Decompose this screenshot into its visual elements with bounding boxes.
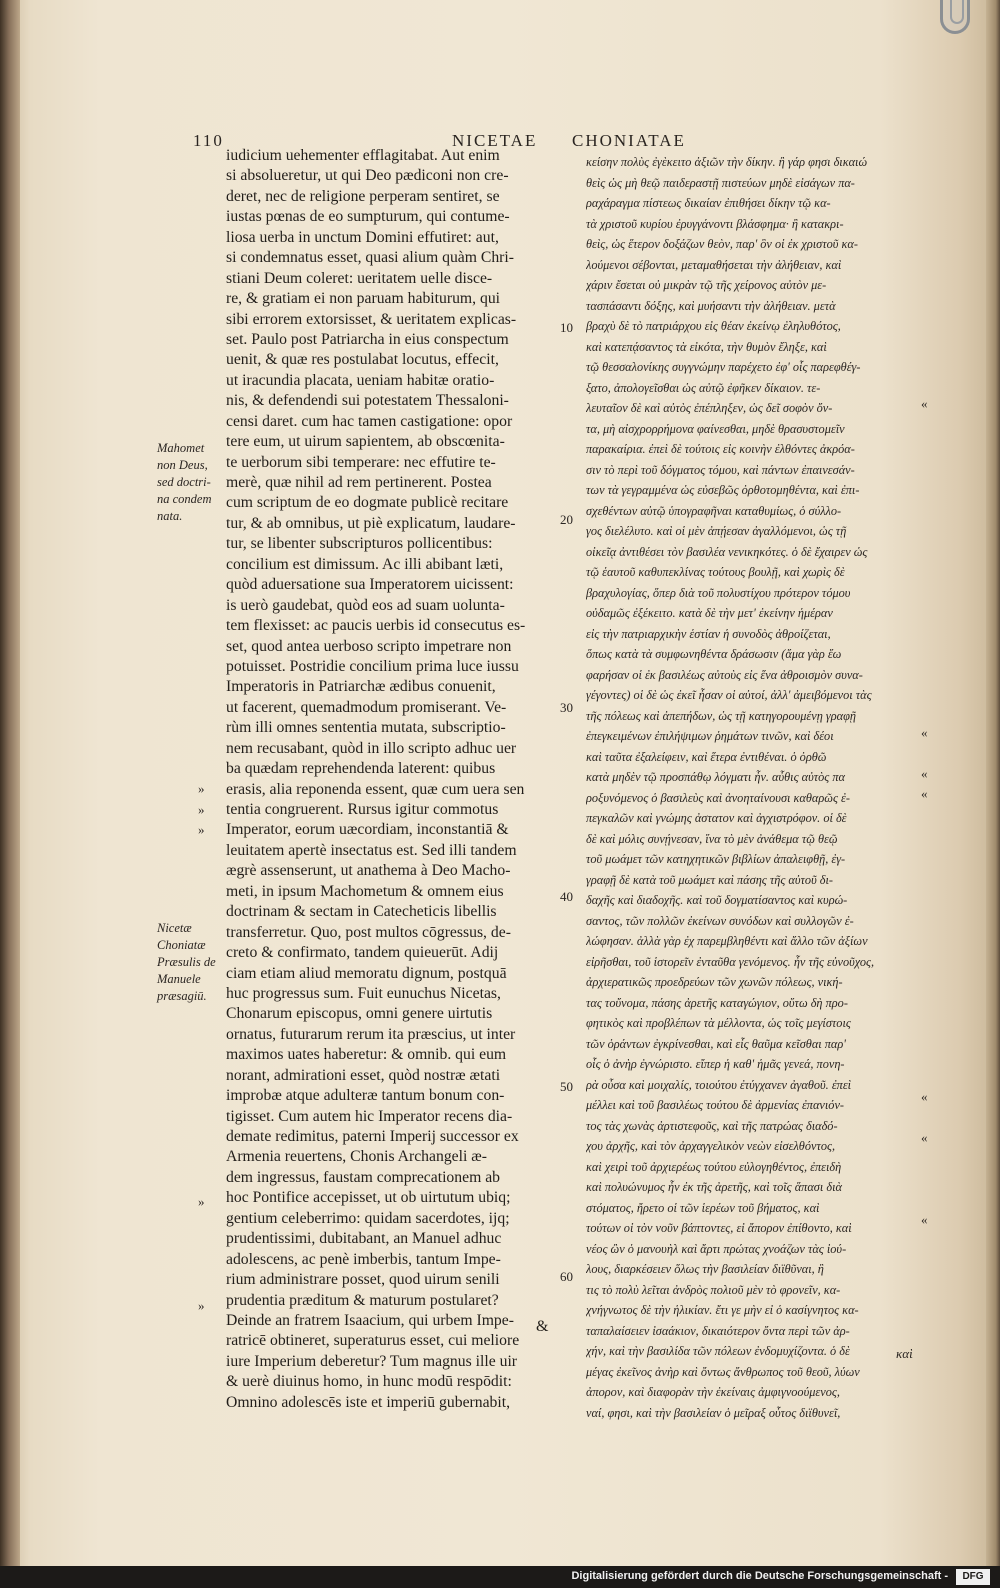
greek-text-line: των τὰ γεγραμμένα ὡς εὐσεβῶς ὀρθοτομηθέντα, καὶ ἐπι- bbox=[586, 483, 860, 497]
quote-mark: » bbox=[198, 802, 205, 817]
greek-text-line: καὶ πολυώνυμος ἦν ἐκ τῆς ἀρετῆς, καὶ τοῖς ἅπασι διὰ bbox=[586, 1180, 842, 1194]
greek-text-line: ἐπεγκειμένων ἐπιλήψιμων ῥημάτων τινῶν, καὶ δέοι bbox=[586, 729, 834, 743]
greek-text-line: οὐδαμῶς ἐξέκειτο. κατὰ δὲ τὴν μετ' ἐκείνην ἡμέραν bbox=[586, 606, 833, 620]
latin-text-line: prudentia præditum & maturum postularet? bbox=[226, 1291, 499, 1309]
greek-text-line: καὶ ταῦτα ἐξαλείφειν, καὶ ἕτερα ἐντιθέναι. ὁ ὀρθῶ bbox=[586, 749, 827, 764]
latin-text-line: uenit, & quæ res postulabat locutus, effecit, bbox=[226, 351, 499, 369]
quote-mark: » bbox=[198, 1194, 205, 1209]
latin-text-line: tentia congruerent. Rursus igitur commotus bbox=[226, 801, 499, 818]
greek-text-line: τος τὰς χωνὰς ἀρτιστεφοῦς, καὶ τῆς πατρώας διαδό- bbox=[586, 1118, 838, 1133]
latin-text-line: cum scriptum de eo dogmate publicè recitare bbox=[226, 494, 509, 512]
greek-text-line: τῷ θεσσαλονίκης συγγνώμην παρέχετο ἐφ' οἷς παρεφθέγ- bbox=[586, 360, 861, 374]
latin-text-line: concilium est dimissum. Ac illi abibant læti, bbox=[226, 555, 504, 573]
greek-catchword: καὶ bbox=[896, 1346, 913, 1361]
greek-text-line: ρὰ οὖσα καὶ μοιχαλίς, τοιούτου ἐτύγχανεν ἀγαθοῦ. ἐπεὶ bbox=[586, 1077, 852, 1092]
quote-mark: « bbox=[921, 396, 928, 411]
latin-text-line: ba quædam reprehendenda laterent: quibus bbox=[226, 760, 496, 778]
greek-text-line: εἰρῆσθαι, τοῦ ἱστορεῖν ἐνταῦθα γενόμενος. ἦν τῆς εὐνοῦχος, bbox=[586, 954, 875, 969]
running-head-author: NICETAE bbox=[452, 131, 538, 150]
marginal-note-line: Choniatæ bbox=[157, 938, 206, 952]
latin-text-line: iustas pœnas de eo sumpturum, qui contume- bbox=[226, 208, 510, 226]
latin-text-line: ratricē obtineret, superaturus esset, cui meliore bbox=[226, 1332, 520, 1350]
latin-text-line: Armenia reuertens, Chonis Archangeli æ- bbox=[226, 1148, 487, 1166]
greek-text-line: σχεθέντων αὐτῷ ὑπογραφῆναι καταθυμίως, ὁ σύλλο- bbox=[586, 503, 842, 518]
greek-text-line: τῷ ἑαυτοῦ καθυπεκλίνας τούτους βουλῇ, καὶ χωρὶς δὲ bbox=[586, 565, 845, 579]
latin-text-line: nis, & defendendi sui potestatem Thessaloni- bbox=[226, 392, 509, 410]
greek-text-line: ὅπως κατὰ τὰ συμφωνηθέντα δράσωσιν (ἅμα γὰρ ἕω bbox=[586, 647, 842, 661]
latin-catchword: & bbox=[536, 1318, 549, 1335]
latin-text-line: tur, & ab omnibus, ut piè explicatum, laudare- bbox=[226, 514, 516, 532]
latin-text-line: improbæ atque adulteræ tantum bonum con- bbox=[226, 1087, 505, 1105]
latin-text-line: hoc Pontifice accepisset, ut ob uirtutum ubiq; bbox=[226, 1189, 511, 1207]
greek-text-line: τῶν ὁράντων ἐγκρίνεσθαι, καὶ εἶς θαῦμα κεῖσθαι παρ' bbox=[586, 1036, 846, 1051]
footer-bar bbox=[0, 1566, 1000, 1588]
line-number: 30 bbox=[560, 700, 573, 715]
marginal-note-line: Manuele bbox=[157, 972, 201, 986]
greek-text-line: χάριν ἔσεται οὐ μικρὰν τῷ τῆς χείρονος αὐτὸν με- bbox=[586, 278, 827, 292]
greek-text-line: τις τὸ πολὺ λεῖται ἀνδρὸς πολιοῦ μὲν τὸ φρονεῖν, κα- bbox=[586, 1282, 841, 1297]
greek-text-line: οἰκεῖᾳ ἀντιθέσει τὸν βασιλέα νενικηκότες. ὁ δὲ ἔχαιρεν ὡς bbox=[586, 544, 868, 559]
latin-text-line: dem ingressus, faustam comprecationem ab bbox=[226, 1168, 501, 1186]
funding-notice: Digitalisierung gefördert durch die Deutsche Forschungsgemeinschaft - bbox=[571, 1570, 948, 1582]
greek-text-line: ξατο, ἀπολογεῖσθαι ὡς αὐτῷ ἐφῆκεν δίκαιον. τε- bbox=[586, 380, 821, 395]
quote-mark: » bbox=[198, 1298, 205, 1313]
latin-text-line: prudentissimi, dubitabant, an Manuel adhuc bbox=[226, 1230, 502, 1248]
latin-text-line: Omnino adolescēs iste et imperiū gubernabit, bbox=[226, 1393, 511, 1411]
latin-text-line: nem recusabant, quòd in illo scripto adhuc uer bbox=[226, 739, 517, 757]
quote-mark: « bbox=[921, 766, 928, 781]
greek-text-line: ἀπορον, καὶ διαφορὰν τὴν ἐκείναις ἀμφιγνοούμενος, bbox=[586, 1385, 840, 1399]
greek-text-line: χήν, καὶ τὴν βασιλίδα τῶν πόλεων ἐνδομυχίζοντα. ὁ δὲ bbox=[586, 1344, 850, 1358]
latin-text-line: huc progressus sum. Fuit eunuchus Nicetas, bbox=[226, 984, 501, 1002]
marginal-note-line: Præsulis de bbox=[157, 955, 216, 969]
latin-text-line: Imperator, eorum uæcordiam, inconstantiā & bbox=[226, 821, 509, 839]
greek-text-line: παρακαίρια. ἐπεὶ δὲ τούτοις εἰς κοινὴν ἐλθόντες ἀκρόα- bbox=[586, 442, 855, 456]
latin-text-line: Imperatoris in Patriarchæ ædibus conuenit, bbox=[226, 678, 496, 696]
latin-text-line: transferretur. Quo, post multos cōgressus, de- bbox=[226, 923, 511, 941]
page-number: 110 bbox=[193, 131, 224, 150]
greek-text-line: εἰς τὴν πατριαρχικὴν ἑστίαν ἡ συνοδὸς ἀθροίζεται, bbox=[586, 626, 831, 641]
latin-text-line: tem flexisset: ac paucis uerbis id consecutus es- bbox=[226, 617, 526, 635]
greek-text-line: νέος ὢν ὁ μανουὴλ καὶ ἄρτι πρώτας χνοάζων τὰς ἰού- bbox=[586, 1241, 847, 1256]
latin-text-line: merè, quæ nihil ad rem pertinerent. Postea bbox=[226, 474, 492, 491]
latin-text-column bbox=[226, 146, 561, 1413]
greek-text-line: μέγας ἐκεῖνος ἀνὴρ καὶ ὄντως ἄνθρωπος τοῦ θεοῦ, λύων bbox=[586, 1364, 860, 1379]
line-number: 20 bbox=[560, 512, 573, 527]
latin-text-line: si condemnatus esset, quasi alium quàm Chri- bbox=[226, 249, 514, 267]
greek-text-line: ἀρχιερατικῶς προεδρεύων τῶν χωνῶν πόλεως, νική- bbox=[586, 975, 843, 989]
latin-text-line: maximos uates haberetur: & omnib. qui eum bbox=[226, 1046, 507, 1064]
greek-text-line: μέλλει καὶ τοῦ βασιλέως τούτου δὲ ἀρμενίας ἐπανιόν- bbox=[586, 1098, 845, 1112]
greek-text-line: τούτων οἱ τὸν νοῦν βάπτοντες, εἰ ἄπορον ἐπίθοντο, καὶ bbox=[586, 1221, 852, 1235]
latin-text-line: ornatus, futurarum rerum ita præscius, ut inter bbox=[226, 1025, 516, 1043]
greek-text-line: λώφησαν. ἀλλὰ γὰρ ἐχ παρεμβληθέντι καὶ ἄλλο τῶν ἀξίων bbox=[586, 934, 868, 948]
quote-mark: « bbox=[921, 786, 928, 801]
greek-text-line: δὲ καὶ μόλις συνῄνεσαν, ἵνα τὸ μὲν ἀνάθεμα τῷ θεῷ bbox=[586, 831, 838, 846]
line-number: 50 bbox=[560, 1079, 573, 1094]
latin-text-line: & uerè diuinus homo, in hunc modū respōdit: bbox=[226, 1373, 512, 1391]
latin-text-line: stiani Deum coleret: ueritatem uelle disce- bbox=[226, 269, 493, 287]
greek-text-line: ναί, φησι, καὶ τὴν βασιλείαν ὁ μεῖραξ οὗτος διϊθυνεῖ, bbox=[586, 1405, 841, 1420]
latin-text-line: quòd aduersatione sua Imperatorem uicissent: bbox=[226, 576, 514, 594]
latin-text-line: ut facerent, quemadmodum promiserant. Ve- bbox=[226, 698, 507, 716]
running-head-surname: CHONIATAE bbox=[572, 131, 686, 150]
latin-text-line: deret, nec de religione perperam sentiret, se bbox=[226, 187, 500, 205]
latin-text-line: doctrinam & sectam in Catecheticis libellis bbox=[226, 903, 497, 921]
greek-text-line: βραχυλογίας, ὅπερ διὰ τοῦ πολυστίχου πρότερον τόμου bbox=[586, 585, 851, 600]
marginal-note-line: na condem bbox=[157, 492, 212, 506]
latin-text-line: censi daret. cum hac tamen castigatione: opor bbox=[226, 412, 513, 430]
greek-text-line: τα, μὴ αἰσχρορρήμονα φαίνεσθαι, μηδὲ θρασυστομεῖν bbox=[586, 421, 845, 436]
page-edge bbox=[986, 0, 1000, 1566]
greek-text-line: ραχάραγμα πίστεως δικαίαν ἐπιθήσει δίκην τῷ κα- bbox=[586, 196, 831, 210]
greek-text-line: σαντος, τῶν πολλῶν ἐκείνων συνόδων καὶ συλλογῶν ἐ- bbox=[586, 913, 854, 928]
greek-text-line: γραφῇ δὲ κατὰ τοῦ μωάμετ καὶ πάσης τῆς αὐτοῦ δι- bbox=[586, 872, 834, 887]
greek-text-line: καὶ χειρὶ τοῦ ἀρχιερέως τούτου εὐλογηθέντος, ἐπειδὴ bbox=[586, 1159, 842, 1174]
greek-text-line: θεὶς, ὡς ἕτερον δοξάζων θεὸν, παρ' ὃν οἱ ἐκ χριστοῦ κα- bbox=[586, 237, 858, 251]
latin-text-line: rùm illi omnes sententia mutata, subscriptio- bbox=[226, 719, 506, 737]
latin-text-line: tigisset. Cum autem hic Imperator recens dia- bbox=[226, 1107, 513, 1125]
greek-text-line: πεγκαλῶν καὶ γνώμης ἀστατον καὶ ἀγχιστρόφον. οἱ δὲ bbox=[586, 811, 847, 825]
greek-text-line: κατὰ μηδὲν τῷ προσπάθῳ λόγματι ἦν. αὖθις αὐτὸς πα bbox=[586, 770, 845, 784]
latin-text-line: gentium celeberrimo: quidam sacerdotes, ijq; bbox=[226, 1209, 510, 1227]
marginal-note-line: sed doctri- bbox=[157, 475, 211, 489]
greek-text-line: οἷς ὁ ἀνὴρ ἐγνώριστο. εἴπερ ἡ καθ' ἡμᾶς γενεά, πονη- bbox=[586, 1057, 845, 1071]
greek-text-line: φαρήσαν οἱ ἐκ βασιλέως αὐτοὺς εἰς ἕνα ἀθροισμὸν συνα- bbox=[586, 667, 863, 682]
greek-text-line: δαχῆς καὶ διαδοχῆς. καὶ τοῦ δογματίσαντος καὶ κυρώ- bbox=[586, 893, 848, 907]
latin-text-line: Chonarum episcopus, omni genere uirtutis bbox=[226, 1005, 493, 1023]
quote-mark: « bbox=[921, 725, 928, 740]
greek-text-line: ταπαλαίσειεν ἰσαάκιον, δικαιότερον ὄντα περὶ τῶν ἀρ- bbox=[586, 1323, 850, 1338]
greek-text-line: γέγοντες) οἱ δὲ ὡς ἐκεῖ ἦσαν οἱ αὐτοί, ἀλλ' ἀμειβόμενοι τὰς bbox=[586, 688, 872, 702]
greek-text-line: ροξυνόμενος ὁ βασιλεὺς καὶ ἀνοηταίνουσι καθαρῶς ἐ- bbox=[586, 790, 850, 805]
latin-text-line: iudicium uehementer efflagitabat. Aut enim bbox=[226, 147, 500, 164]
greek-text-line: σιν τὸ περὶ τοῦ δόγματος τόμου, καὶ πάντων ἐπαινεσάν- bbox=[586, 462, 855, 477]
latin-text-line: is uerò gaudebat, quòd eos ad suam uolunta- bbox=[226, 596, 505, 614]
greek-text-line: βραχὺ δὲ τὸ πατριάρχου εἰς θέαν ἐκείνῳ ἐληλυθότος, bbox=[586, 319, 841, 333]
greek-text-line: κείσην πολὺς ἐγὲκειτο ἀξιῶν τὴν δίκην. ἢ γάρ φησι δικαιώ bbox=[586, 155, 868, 169]
latin-text-line: creto & confirmato, tandem quieuerūt. Adij bbox=[226, 944, 499, 962]
marginal-note-mahomet bbox=[157, 440, 227, 525]
marginal-note-line: non Deus, bbox=[157, 458, 208, 472]
latin-text-line: tere eum, ut uirum sapientem, ab obscœnita- bbox=[226, 433, 505, 451]
greek-text-line: τὰ χριστοῦ κυρίου ἐρυγγάνοντι βλάσφημα· ἢ κατακρι- bbox=[586, 216, 844, 231]
marginal-note-line: Nicetæ bbox=[157, 921, 192, 935]
greek-text-column bbox=[586, 152, 931, 1423]
marginal-note-line: præsagiū. bbox=[157, 989, 207, 1003]
greek-text-line: φητικὸς καὶ προβλέπων τὰ μέλλοντα, ὡς τοῖς μεγίστοις bbox=[586, 1016, 851, 1030]
greek-text-line: χνήγνωτος δὲ τὴν ἡλικίαν. ἔτι γε μὴν εἰ ὁ κασίγνητος κα- bbox=[586, 1303, 859, 1317]
greek-text-line: τας τοὔνομα, πάσης ἀρετῆς καταγώγιον, οὕτω δὴ προ- bbox=[586, 995, 848, 1010]
latin-text-line: re, & gratiam ei non paruam habiturum, qui bbox=[226, 290, 501, 308]
greek-text-line: τοῦ μωάμετ τῶν κατηχητικῶν βιβλίων ἀπαλειφθῇ, ἐγ- bbox=[586, 852, 846, 866]
latin-text-line: liosa uerba in unctum Domini effutiret: aut, bbox=[226, 228, 499, 246]
latin-text-line: iure Imperium deberetur? Tum magnus ille uir bbox=[226, 1352, 518, 1370]
latin-text-line: adolescens, ac penè imberbis, tantum Impe- bbox=[226, 1250, 501, 1268]
book-binding-shadow bbox=[0, 0, 20, 1566]
greek-text-line: λους, διαρκέσειεν ὅλως τὴν βασιλείαν διϊθῦναι, ἣ bbox=[586, 1262, 824, 1276]
latin-text-line: ut iracundia placata, ueniam habitæ oratio- bbox=[226, 371, 495, 389]
marginal-note-line: nata. bbox=[157, 509, 183, 523]
latin-text-line: si absolueretur, ut qui Deo pædiconi non cre- bbox=[226, 167, 509, 185]
quote-mark: « bbox=[921, 1130, 928, 1145]
latin-text-line: sibi errorem extorsisset, & ueritatem explicas- bbox=[226, 310, 517, 328]
latin-text-line: potuisset. Postridie concilium prima luce iussu bbox=[226, 657, 519, 675]
greek-text-line: καὶ κατεπᾴσαντος τὰ εἰκότα, τὴν θυμὸν ἔληξε, καὶ bbox=[586, 339, 827, 354]
greek-text-line: λούμενοι σέβονται, μεταμαθήσεται τὴν ἀλήθειαν, καὶ bbox=[586, 257, 842, 272]
quote-mark: « bbox=[921, 1212, 928, 1227]
greek-text-line: θεὶς ὡς μὴ θεῷ παιδεραστῇ πιστεύων μηδὲ εἰσάγων πα- bbox=[586, 175, 855, 190]
line-number: 60 bbox=[560, 1269, 573, 1284]
greek-text-line: τασπάσαντι δόξης, καὶ μυήσαντι τὴν ἀλήθειαν. μετὰ bbox=[586, 298, 836, 313]
latin-text-line: Deinde an fratrem Isaacium, qui urbem Impe- bbox=[226, 1311, 514, 1329]
greek-text-line: στόματος, ἤρετο οἱ τῶν ἱερέων τοῦ βήματος, καὶ bbox=[586, 1200, 820, 1215]
latin-text-line: meti, in ipsum Machometum & omnem eius bbox=[226, 882, 504, 900]
quote-mark: » bbox=[198, 781, 205, 796]
latin-text-line: rium administrare posset, quod uirum senili bbox=[226, 1271, 500, 1289]
latin-text-line: demate redimitus, paterni Imperij successor ex bbox=[226, 1128, 519, 1145]
greek-text-line: τῆς πόλεως καὶ ἀπεπήδων, ὡς τῇ κατηγορουμένῃ γραφῇ bbox=[586, 708, 856, 723]
marginal-note-line: Mahomet bbox=[157, 441, 205, 455]
latin-text-line: ægrè assenserunt, ut anathema à Deo Macho- bbox=[226, 862, 511, 880]
marginal-note-nicetas bbox=[157, 920, 227, 1005]
latin-text-line: tur, se libenter subscripturos pollicentibus: bbox=[226, 535, 493, 553]
quote-mark: » bbox=[198, 822, 205, 837]
latin-text-line: set, quod antea uerboso scripto impetrare non bbox=[226, 637, 512, 655]
greek-text-line: χου ἀρχῆς, καὶ τὸν ἀρχαγγελικὸν νεὼν εἰσελθόντος, bbox=[586, 1139, 836, 1153]
greek-text-line: λευταῖον δὲ καὶ αὐτὸς ἐπέπληξεν, ὡς δεῖ σοφὸν ὄν- bbox=[586, 401, 833, 415]
dfg-logo: DFG bbox=[956, 1569, 990, 1585]
latin-text-line: erasis, alia reponenda essent, quæ cum uera sen bbox=[226, 780, 525, 798]
greek-text-line: γος διελέλυτο. καὶ οἱ μὲν ἀπῄεσαν ἀγαλλόμενοι, ὡς τῇ bbox=[586, 524, 847, 538]
latin-text-line: norant, admirationi esset, quòd nostræ ætati bbox=[226, 1066, 501, 1084]
quote-mark: « bbox=[921, 1089, 928, 1104]
latin-text-line: ciam etiam aliud memoratu dignum, postquā bbox=[226, 964, 507, 982]
line-number: 10 bbox=[560, 320, 573, 335]
latin-text-line: leuitatem apertè insectatus est. Sed illi tandem bbox=[226, 841, 517, 859]
line-number: 40 bbox=[560, 889, 573, 904]
latin-text-line: te uerborum sibi temperare: nec effutire te- bbox=[226, 453, 496, 471]
latin-text-line: set. Paulo post Patriarcha in eius conspectum bbox=[226, 330, 509, 348]
paper-clip-icon bbox=[940, 0, 970, 34]
